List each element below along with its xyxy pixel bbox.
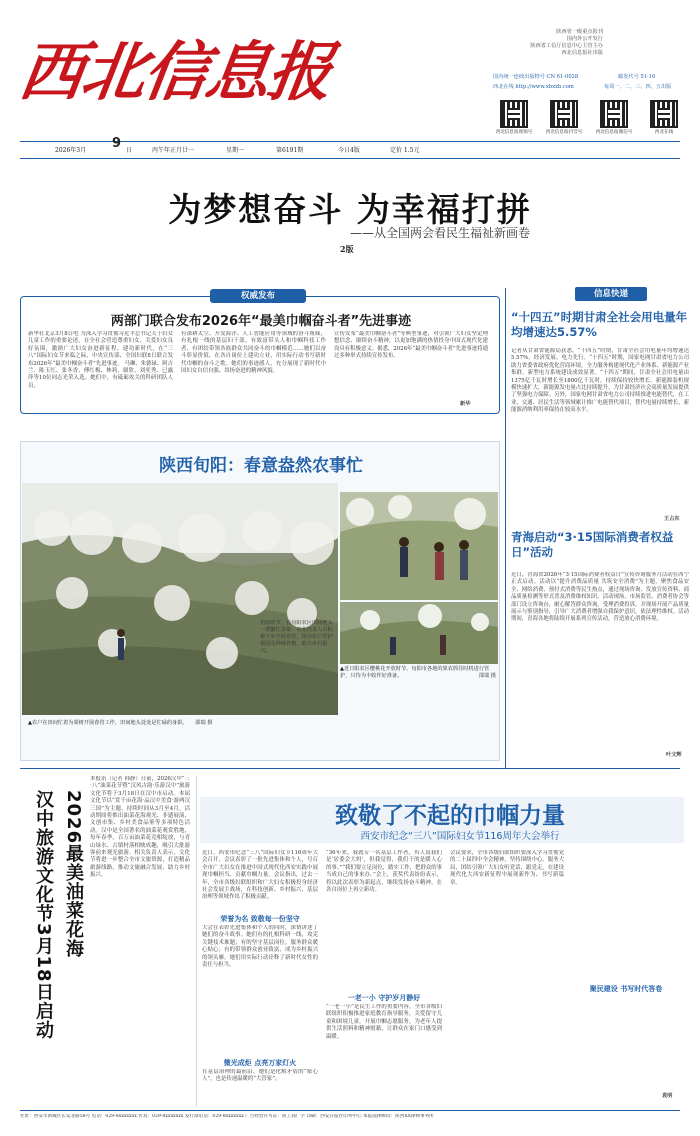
pub-days: 每周一、二、三、四、五出版 bbox=[604, 84, 672, 90]
women-story-col4 bbox=[570, 850, 682, 980]
story1-body: 记者从甘肃省能源局获悉，“十四五”时期，甘肃全社会用电量年均增速达5.57%。经济发展、电力先行。“十四五”时期，国家电网甘肃省电力公司助力省委省政府优化营商环境，全力服务构建现代化产业体系、新能源产业集群，新型电力系统建设成效显著。“十四五”期间，甘肃全社会用电量由1375亿千瓦时增长至1800亿千瓦时，持续保持较快增长。新能源装机规模快速扩大，新能源发电量占比持续提升，为甘肃经济社会高质量发展提供了坚强电力保障。另外，国家电网甘肃省电力公司持续推进电能替代，在工业、交通、居民生活等领域累计推广电能替代项目，替代电量持续增长，新能源消纳利用率保持在较高水平。 bbox=[511, 348, 689, 414]
farmers-photo[interactable] bbox=[340, 492, 498, 600]
date: 2026年3月 bbox=[55, 147, 87, 154]
women-story-body2: 在基层治理的最前沿，她们是化解矛盾的“贴心人”，也是传递温暖的“大管家”。 bbox=[202, 1069, 318, 1083]
women-story-sub2: 微光成炬 点亮万家灯火 bbox=[223, 1059, 297, 1067]
masthead-title: 西北信息报 bbox=[14, 35, 336, 110]
story1-title: “十四五”时期甘肃全社会用电量年均增速达5.57% bbox=[511, 310, 688, 339]
issn-line: 国内统一连续出版物号 CN 61-0028 bbox=[493, 74, 579, 80]
caption-credit: 邵瑞 摄 bbox=[195, 720, 213, 726]
masthead-info bbox=[493, 29, 603, 57]
women-story-body5: 会议要求，全市各级妇联组织要深入学习贯彻党的二十届四中全会精神，坚持围绕中心、服务大局，团结引领广大妇女听党话、跟党走，在建设现代化大西安新征程中展现新作为、书写新篇章。 bbox=[450, 850, 564, 886]
issue-number: 第6191期 bbox=[276, 147, 304, 154]
qr-label: 西北信息报抖音号 bbox=[545, 130, 583, 135]
women-story-intro: 近日，西安市纪念“三八”国际妇女节116周年大会召开，会议表彰了一批先进集体和个人，号召全市广大妇女在推进中国式现代化西安实践中展现巾帼担当、贡献巾帼力量。会议指出，过去一年，全市各级妇联组织和广大妇女积极投身经济社会发展主战场，在科技创新、乡村振兴、基层治理等领域作出了积极贡献。 bbox=[202, 850, 318, 901]
women-story-sub3: 一老一小 守护岁月静好 bbox=[347, 994, 421, 1002]
story2-byline: 叶文辉 bbox=[666, 752, 682, 758]
women-story-body3: “36年来，我就专一名基层工作者，有人说我们是‘居委会大妈’，但我觉得，我们干的是暖人心的事。”“我们要立足岗位，踏实工作，把群众的事当成自己的事来办。”会上，获奖代表纷纷表示，将以此次表彰为新起点，继续发扬奋斗精神，在各自岗位上再立新功。 bbox=[326, 850, 442, 894]
news-flash-tag: 信息快递 bbox=[575, 287, 647, 301]
date-day: 9 bbox=[112, 136, 122, 151]
weekday: 星期一 bbox=[226, 147, 245, 154]
sub-headline: ——从全国两会看民生福祉新画卷 bbox=[350, 226, 531, 240]
lunar-date: 丙午年正月廿一 bbox=[152, 147, 195, 154]
main-headline: 为梦想奋斗 为幸福打拼 bbox=[168, 190, 532, 229]
price: 定价 1.5元 bbox=[390, 147, 420, 154]
qr-label: 西北信息报微信号 bbox=[595, 130, 633, 135]
feature-caption-left bbox=[28, 720, 328, 727]
women-story-body1: 大会在表彰先进集体和个人的同时，深情讲述了她们的奋斗故事。她们有的扎根科研一线，攻克关键技术难题；有的坚守基层岗位，服务群众暖心贴心；有的带领群众创业致富，成为乡村振兴的领头雁。她们用实际行动诠释了新时代女性的责任与担当。 bbox=[202, 925, 318, 969]
info-line: 陕西省工信厅信息中心主管主办 bbox=[530, 43, 603, 49]
vertical-title-line1: 汉中旅游文化节3月18日启动 bbox=[33, 790, 54, 1040]
masthead bbox=[14, 28, 440, 118]
date-day-suffix: 日 bbox=[126, 147, 133, 154]
info-line: 陕西省一级重点报刊 bbox=[556, 29, 603, 35]
field-photo[interactable] bbox=[340, 602, 498, 664]
page-count: 今日4版 bbox=[338, 147, 360, 154]
caption-text: ▲近日阳农区樱桃花开放时节，旬阳市各地的果农抓住时机进行管护，只待为丰收作好准备。 bbox=[340, 666, 490, 679]
feature-title: 陕西旬阳：春意盎然农事忙 bbox=[159, 456, 363, 476]
caption-credit: 邵瑞 摄 bbox=[478, 673, 496, 679]
qr-code-icon[interactable] bbox=[500, 100, 528, 128]
qr-label: 西北信息报视频号 bbox=[495, 130, 533, 135]
authority-tag: 权威发布 bbox=[210, 289, 306, 303]
vertical-title-line2: 2026最美油菜花海 bbox=[63, 790, 84, 959]
qr-label: 西北在线 bbox=[654, 130, 674, 135]
authority-col2: 有深耕太空、开发海洋、人工智能应用等领域的奋斗姐妹，有扎根一线的基层妇干部，有致富带头人和巾帼科技工作者、有团结带领各族群众共同奋斗的巾帼模范……她们以奋斗彰显价值，在各自岗位上建功立业，用实际行动书写新时代巾帼的奋斗之歌。她们的事迹感人，充分展现了新时代中国妇女自信自强、昂扬奋进的精神风貌。 bbox=[181, 331, 326, 375]
story2-title: 青海启动“3·15国际消费者权益日”活动 bbox=[511, 530, 674, 559]
caption-text: ▲农户在田间忙着为果树开展春管工作，田间地头处处是忙碌的身影。 bbox=[28, 720, 188, 726]
women-story-title: 致敬了不起的巾帼力量 bbox=[335, 803, 565, 829]
women-story-sub1: 荣誉为名 致敬每一份坚守 bbox=[220, 915, 300, 923]
vertical-story-body: 本报讯（记者 韩静）日前，2026汉中“三·八”油菜花节暨“汉风古韵·乐游汉中”旅游文化节将于3月18日在汉中市启动。本届文化节以“赏千亩花海·品汉中美食·游两汉三国”为主题，持续时间从3月至4月，活动期间将推出油菜花海观光、非遗展演、文创市集、乡村美食品鉴等多项特色活动。汉中是全国著名的油菜花观赏胜地，每年春季，百万亩油菜花竞相绽放，与青山绿水、古镇村落相映成趣，吸引大批游客前来观光旅游。相关负责人表示，文化节将进一步整合全市文旅资源，打造精品旅游线路，推动文旅融合发展，助力乡村振兴。 bbox=[90, 776, 190, 879]
women-story-byline: 袁明 bbox=[662, 1093, 673, 1099]
footer-info: 社址：西安市新城区长安北路58号 电话：029-8xxxxxxx 传真：029-8xxxxxxx 发行部电话：029-8xxxxxxx 广告经营许可证：陕工商广字 印刷：西安日报社印务中心 本报法律顾问：陕西XX律师事务所 bbox=[20, 1114, 434, 1119]
qr-code-icon[interactable] bbox=[550, 100, 578, 128]
feature-caption-mid: 初春时节，在旬阳农区田间地头一派繁忙景象，农业技术人员积极下乡开展春管，指导农户管护果园及种植作物，助力乡村振兴。 bbox=[260, 620, 333, 654]
postal-code: 邮发代号 51-16 bbox=[618, 74, 656, 80]
info-line: 国内外公开发行 bbox=[566, 36, 603, 42]
authority-byline: 新华 bbox=[460, 401, 471, 407]
story1-byline: 王占东 bbox=[664, 516, 680, 522]
authority-col3: 宣传发布“最美巾帼奋斗者”等典型事迹，对引领广大妇女坚定理想信念、赓续奋斗精神，以更加饱满的热情投身中国式现代化建设具有积极意义。据悉，2026年“最美巾帼奋斗者”先进事迹将通过多种形式持续宣传发布。 bbox=[334, 331, 488, 360]
women-story-sub4: 聚民建设 书写时代答卷 bbox=[589, 985, 663, 993]
info-line: 西北信息报社出版 bbox=[561, 50, 603, 56]
story2-body: 近日，青海省2026年“3·15国际消费者权益日”宣传咨询服务月活动在西宁正式启动。活动以“提升消费品质量 共筑安全消费”为主题，聚焦食品安全、网络消费、预付式消费等民生热点，通过现场咨询、发放宣传资料、商品质量检测等形式普及消费维权知识。活动现场，市场监管、消费者协会等部门设立咨询台，耐心解答群众咨询，受理消费投诉，并现场开展产品质量展示与鉴别指导，引导广大消费者增强自我保护意识，依法理性维权。活动期间，青海各地将陆续开展系列宣传活动，营造放心消费环境。 bbox=[511, 572, 689, 623]
women-story-subtitle: 西安市纪念“三八”国际妇女节116周年大会举行 bbox=[360, 831, 560, 842]
website: 西北在线 http://www.xbxxb.com bbox=[493, 84, 574, 90]
feature-caption-right bbox=[340, 666, 496, 680]
qr-code-icon[interactable] bbox=[650, 100, 678, 128]
authority-title: 两部门联合发布2026年“最美巾帼奋斗者”先进事迹 bbox=[110, 314, 412, 329]
authority-col1: 新华社北京3月8日电 为深入学习贯彻习近平总书记关于妇女儿童工作的重要论述，在全社会营造尊重妇女、关爱妇女良好氛围，激励广大妇女奋进新征程、建功新时代，在“三八”国际妇女节来临之际，中央宣传部、全国妇联8日联合发布2026年“最美巾帼奋斗者”先进事迹。 马琳、朱德禄、阿吉兰、陈玉红、张冬香、傅红梅、林莉、谢欣、刘奕秀、已露萍等10位同志光荣入选。她们中，有砥砺攻关的科研团队人员， bbox=[28, 331, 173, 389]
qr-code-icon[interactable] bbox=[600, 100, 628, 128]
page-reference: 2版 bbox=[340, 244, 354, 254]
women-story-body4: “一老一小”是民生工作的重要内容。全市各级妇联组织积极推进家庭教育指导服务，关爱留守儿童和困境儿童，开展巾帼志愿服务，为老年人提供生活照料和精神慰藉，让群众在家门口感受到温暖。 bbox=[326, 1004, 442, 1040]
